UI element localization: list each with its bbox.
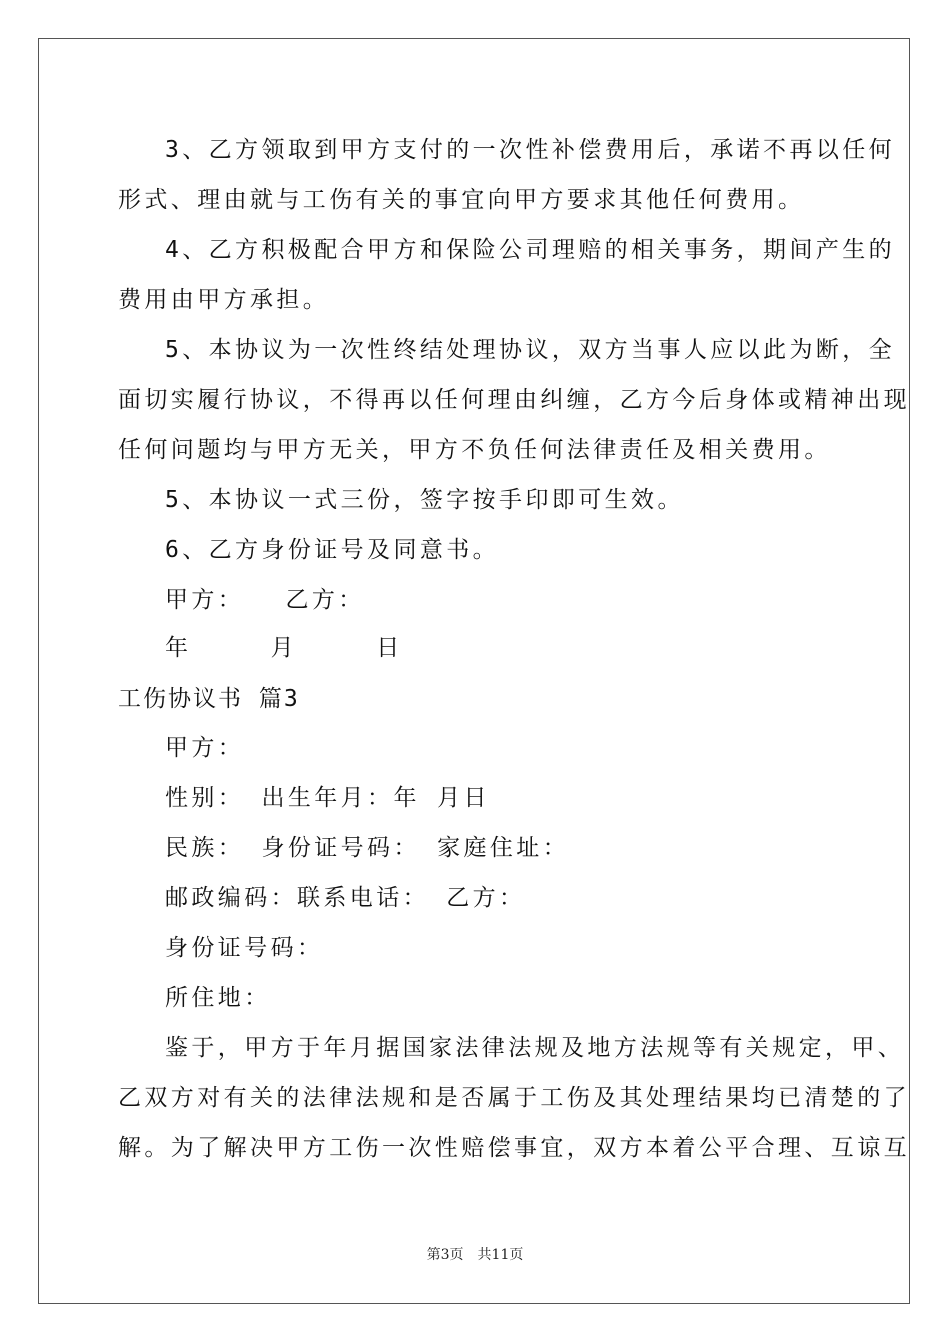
form-field-line: 民族： 身份证号码： 家庭住址： [165,835,570,861]
form-field-line: 所住地： [165,985,271,1011]
paragraph-line: 5、本协议为一次性终结处理协议，双方当事人应以此为断，全 [165,337,896,363]
form-field-line: 邮政编码：联系电话： 乙方： [165,885,526,911]
paragraph-line: 乙双方对有关的法律法规和是否属于工伤及其处理结果均已清楚的了 [118,1085,910,1111]
paragraph-line: 3、乙方领取到甲方支付的一次性补偿费用后，承诺不再以任何 [165,137,896,163]
page-total: 共11页 [477,1247,524,1263]
page-border [38,38,910,1304]
paragraph-line: 6、乙方身份证号及同意书。 [165,537,500,563]
form-field-line: 性别： 出生年月：年 月日 [165,785,490,811]
paragraph-line: 面切实履行协议，不得再以任何理由纠缠，乙方今后身体或精神出现 [118,387,910,413]
paragraph-line: 任何问题均与甲方无关，甲方不负任何法律责任及相关费用。 [118,437,831,463]
paragraph-line: 4、乙方积极配合甲方和保险公司理赔的相关事务，期间产生的 [165,237,896,263]
signature-parties-line: 甲方： 乙方： [165,587,365,613]
page-footer [0,1245,950,1265]
date-line: 年 月 日 [165,635,403,661]
paragraph-line: 解。为了解决甲方工伤一次性赔偿事宜，双方本着公平合理、互谅互 [118,1135,910,1161]
paragraph-line: 鉴于，甲方于年月据国家法律法规及地方法规等有关规定，甲、 [165,1035,905,1061]
paragraph-line: 形式、理由就与工伤有关的事宜向甲方要求其他任何费用。 [118,187,805,213]
page-number: 第3页 [426,1247,464,1263]
form-field-line: 身份证号码： [165,935,324,961]
section-heading: 工伤协议书 篇3 [118,686,300,712]
paragraph-line: 费用由甲方承担。 [118,287,330,313]
paragraph-line: 5、本协议一式三份，签字按手印即可生效。 [165,487,684,513]
form-field-line: 甲方： [165,735,245,761]
